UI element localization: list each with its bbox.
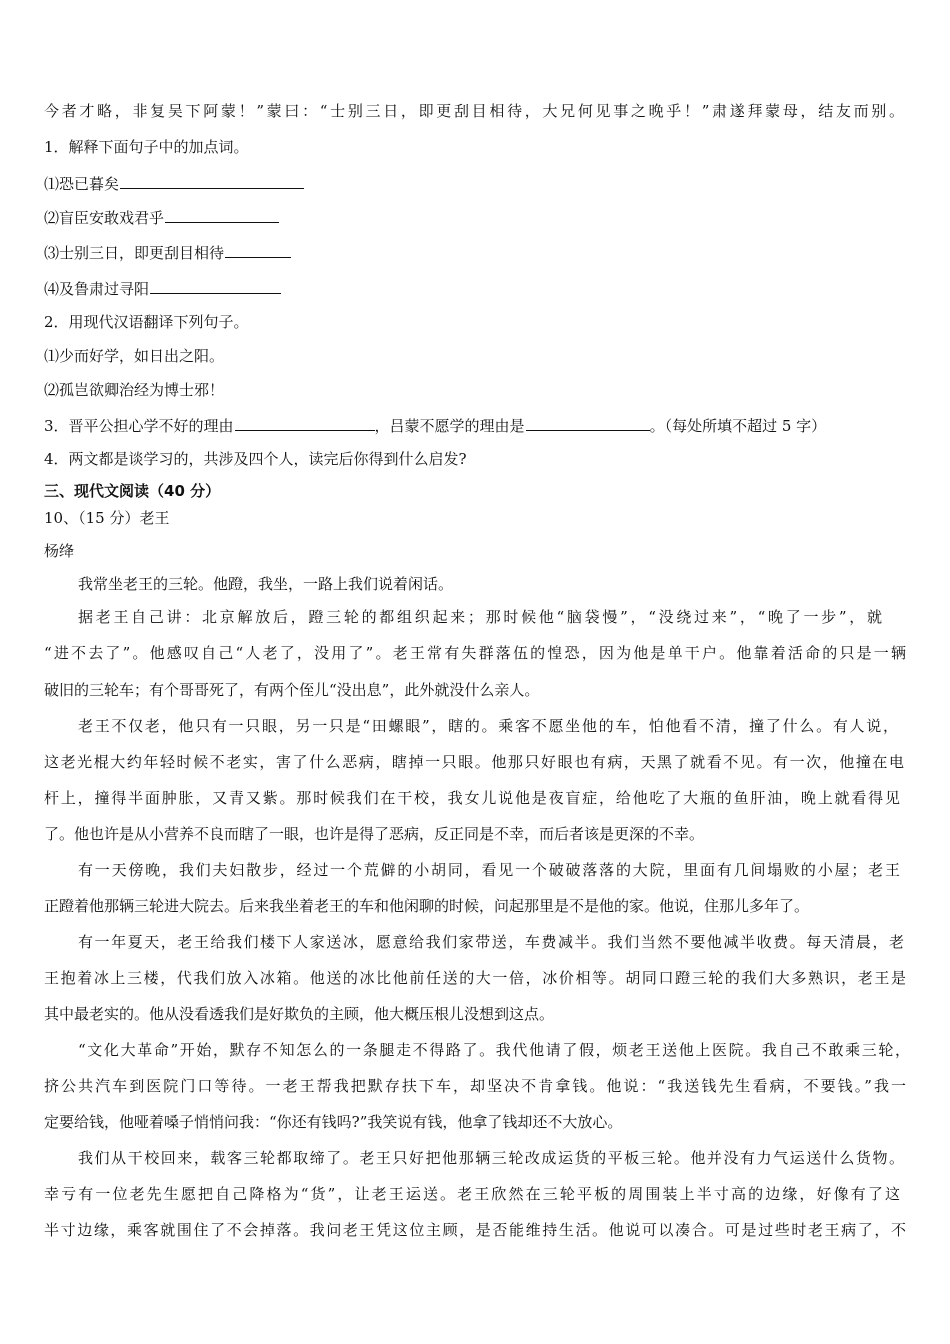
question-2-item-1: ⑴少而好学，如日出之阳。 bbox=[44, 347, 225, 365]
answer-blank[interactable] bbox=[225, 241, 291, 258]
article-line: “进不去了”。他感叹自己“人老了，没用了”。老王常有失群落伍的惶恐，因为他是单干户。他靠着活命的只是一辆 bbox=[44, 644, 906, 662]
article-line: 挤公共汽车到医院门口等待。一老王帮我把默存扶下车，却坚决不肯拿钱。他说：“我送钱先生看病，不要钱。”我一 bbox=[44, 1077, 906, 1095]
article-line: 破旧的三轮车；有个哥哥死了，有两个侄儿“没出息”，此外就没什么亲人。 bbox=[44, 681, 540, 699]
article-line: “文化大革命”开始，默存不知怎么的一条腿走不得路了。我代他请了假，烦老王送他上医院。我自己不敢乘三轮， bbox=[78, 1041, 910, 1059]
article-line: 定要给钱，他哑着嗓子悄悄问我：“你还有钱吗?”我笑说有钱，他拿了钱却还不大放心。 bbox=[44, 1113, 623, 1131]
article-line: 幸亏有一位老先生愿把自己降格为“货”，让老王运送。老王欣然在三轮平板的周围装上半寸高的边缘，好像有了这 bbox=[44, 1185, 900, 1203]
article-line: 我们从干校回来，载客三轮都取缔了。老王只好把他那辆三轮改成运货的平板三轮。他并没有力气运送什么货物。 bbox=[78, 1149, 904, 1167]
answer-blank[interactable] bbox=[235, 414, 375, 431]
article-line: 有一年夏天，老王给我们楼下人家送冰，愿意给我们家带送，车费减半。我们当然不要他减半收费。每天清晨，老 bbox=[78, 933, 904, 951]
question-1-item-1: ⑴恐已暮矣 bbox=[44, 172, 304, 194]
answer-blank[interactable] bbox=[526, 414, 650, 431]
article-line: 有一天傍晚，我们夫妇散步，经过一个荒僻的小胡同，看见一个破破落落的大院，里面有几间塌败的小屋；老王 bbox=[78, 861, 900, 879]
question-2-item-2: ⑵孤岂欲卿治经为博士邪！ bbox=[44, 381, 225, 399]
passage-tail-line: 今者才略，非复吴下阿蒙！”蒙曰：“士别三日，即更刮目相待，大兄何见事之晚乎！”肃遂拜蒙母，结友而别。 bbox=[44, 102, 904, 120]
article-line: 王抱着冰上三楼，代我们放入冰箱。他送的冰比他前任送的大一倍，冰价相等。胡同口蹬三轮的我们大多熟识，老王是 bbox=[44, 969, 906, 987]
article-line: 我常坐老王的三轮。他蹬，我坐，一路上我们说着闲话。 bbox=[78, 575, 454, 593]
question-10-title: 10、（15 分）老王 bbox=[44, 509, 170, 527]
question-2-prompt: 2．用现代汉语翻译下列句子。 bbox=[44, 313, 249, 331]
question-1-item-2: ⑵盲臣安敢戏君乎 bbox=[44, 206, 279, 228]
article-line: 杆上，撞得半面肿胀，又青又紫。那时候我们在干校，我女儿说他是夜盲症，给他吃了大瓶的鱼肝油，晚上就看得见 bbox=[44, 789, 900, 807]
article-line: 了。他也许是从小营养不良而瞎了一眼，也许是得了恶病，反正同是不幸，而后者该是更深的不幸。 bbox=[44, 825, 705, 843]
article-line: 这老光棍大约年轻时候不老实，害了什么恶病，瞎掉一只眼。他那只好眼也有病，天黑了就看不见。有一次，他撞在电 bbox=[44, 753, 904, 771]
article-line: 正蹬着他那辆三轮进大院去。后来我坐着老王的车和他闲聊的时候，问起那里是不是他的家。他说，住那儿多年了。 bbox=[44, 897, 810, 915]
question-1-prompt: 1．解释下面句子中的加点词。 bbox=[44, 138, 249, 156]
article-line: 据老王自己讲：北京解放后，蹬三轮的都组织起来；那时候他“脑袋慢”，“没绕过来”，“晚了一步”，就 bbox=[78, 608, 882, 626]
article-line: 半寸边缘，乘客就围住了不会掉落。我问老王凭这位主顾，是否能维持生活。他说可以凑合。可是过些时老王病了，不 bbox=[44, 1221, 906, 1239]
question-3: 3．晋平公担心学不好的理由 ，吕蒙不愿学的理由是 。（每处所填不超过 5 字） bbox=[44, 414, 826, 436]
answer-blank[interactable] bbox=[165, 206, 279, 223]
section-heading: 三、现代文阅读（40 分） bbox=[44, 482, 221, 500]
question-1-item-3: ⑶士别三日，即更刮目相待 bbox=[44, 241, 291, 263]
answer-blank[interactable] bbox=[150, 277, 281, 294]
article-line: 老王不仅老，他只有一只眼，另一只是“田螺眼”，瞎的。乘客不愿坐他的车，怕他看不清，撞了什么。有人说， bbox=[78, 717, 898, 735]
answer-blank[interactable] bbox=[120, 172, 304, 189]
article-line: 其中最老实的。他从没看透我们是好欺负的主顾，他大概压根儿没想到这点。 bbox=[44, 1005, 555, 1023]
question-4-prompt: 4．两文都是谈学习的，共涉及四个人，读完后你得到什么启发? bbox=[44, 450, 467, 468]
question-1-item-4: ⑷及鲁肃过寻阳 bbox=[44, 277, 281, 299]
article-author: 杨绛 bbox=[44, 542, 75, 560]
